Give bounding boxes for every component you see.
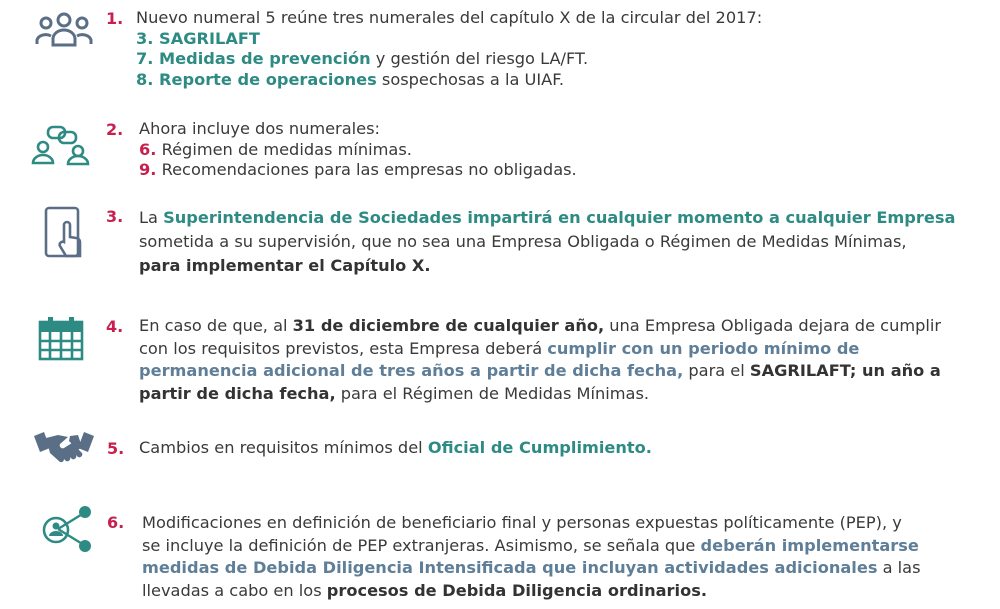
item-4-line-2-b: cumplir con un periodo mínimo de [547, 338, 860, 358]
item-2-sub-2-text: Recomendaciones para las empresas no obligadas. [156, 160, 577, 179]
item-4-line-1-c: una Empresa Obligada dejara de cumplir [604, 316, 942, 335]
item-6-line-4-a: llevadas a cabo en los [142, 580, 327, 600]
item-6-line-1: Modificaciones en definición de beneficiario final y personas expuestas políticamente (PEP), y [142, 513, 902, 532]
item-6-line-2-a: se incluye la definición de PEP extranjeras. Asimismo, se señala que [142, 535, 701, 555]
item-2-number: 2. [106, 120, 124, 139]
item-3-line-2: sometida a su supervisión, que no sea una Empresa Obligada o Régimen de Medidas Mínimas, [139, 232, 907, 251]
item-2-line-1: Ahora incluye dos numerales: [139, 119, 380, 138]
item-1-sub-2-rest: y gestión del riesgo LA/FT. [370, 49, 589, 68]
item-6-line-2-b: deberán implementarse [700, 535, 919, 555]
item-6-line-4-b: procesos de Debida Diligencia ordinarios. [326, 580, 707, 600]
item-4-line-3-b: para el [683, 361, 750, 380]
item-4-line-1-a: En caso de que, al [139, 316, 293, 335]
share-network-icon [42, 505, 96, 555]
item-2-sub-1-number: 6. [139, 139, 157, 159]
item-5-line-1-a: Cambios en requisitos mínimos del [139, 438, 428, 457]
tablet-touch-icon [42, 205, 94, 265]
item-4-line-4-b: para el Régimen de Medidas Mínimas. [335, 383, 650, 403]
item-2-sub-1-text: Régimen de medidas mínimas. [156, 139, 412, 159]
handshake-icon [32, 428, 96, 468]
item-3-number: 3. [106, 207, 124, 226]
item-3-line-1-b: Superintendencia de Sociedades impartirá en cualquier momento a cualquier Empresa [163, 208, 956, 227]
item-6-number: 6. [107, 513, 125, 532]
item-3-text [139, 206, 955, 278]
calendar-icon [38, 316, 84, 362]
item-6-text [142, 512, 921, 602]
item-5-text [139, 438, 652, 459]
item-4-line-1-b: 31 de diciembre de cualquier año, [292, 316, 605, 335]
item-1-sub-1: 3. SAGRILAFT [136, 28, 260, 48]
item-6-line-3-b: a las [877, 558, 921, 577]
item-5-line-1-b: Oficial de Cumplimiento. [427, 438, 652, 457]
item-6-line-3-a: medidas de Debida Diligencia Intensificada que incluyan actividades adicionales [142, 558, 878, 577]
item-4-line-4-a: partir de dicha fecha, [139, 383, 336, 403]
item-4-number: 4. [106, 317, 124, 336]
item-4-line-2-a: con los requisitos previstos, esta Empresa deberá [139, 338, 548, 358]
conversation-icon [30, 124, 92, 166]
item-3-line-1-a: La [139, 208, 164, 227]
item-3-line-3: para implementar el Capítulo X. [139, 256, 431, 275]
item-4-line-3-c: SAGRILAFT; un año a [749, 361, 941, 380]
item-1-text [136, 8, 762, 90]
item-2-sub-2-number: 9. [139, 160, 157, 179]
item-1-number: 1. [106, 9, 124, 28]
item-4-line-3-a: permanencia adicional de tres años a partir de dicha fecha, [139, 361, 684, 380]
item-2-text [139, 119, 577, 181]
item-1-sub-3-rest: sospechosas a la UIAF. [376, 69, 565, 89]
item-1-line-1: Nuevo numeral 5 reúne tres numerales del capítulo X de la circular del 2017: [136, 8, 763, 27]
item-1-sub-3-bold: 8. Reporte de operaciones [136, 69, 377, 89]
item-5-number: 5. [107, 439, 125, 458]
item-4-text [139, 315, 941, 405]
people-group-icon [34, 9, 94, 49]
item-1-sub-2-bold: 7. Medidas de prevención [136, 49, 371, 68]
